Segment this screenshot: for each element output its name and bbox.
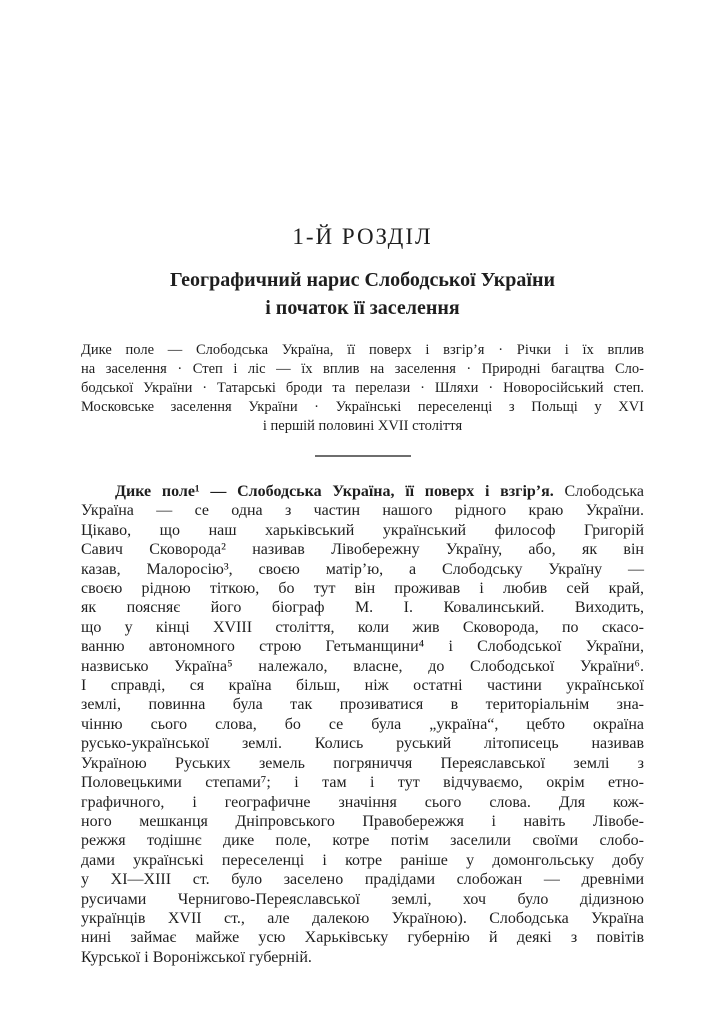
body-line: що у кінці XVIII століття, коли жив Сковорода, по скасо- <box>81 618 644 636</box>
body-line: русичами Чернигово-Переяславської землі, хоч було дідизною <box>81 890 644 908</box>
summary-line: Московське заселення України · Українські переселенці з Польщі у XVI <box>81 399 644 415</box>
summary-line: бодської України · Татарські броди та перелази · Шляхи · Новоросійський степ. <box>81 380 644 396</box>
body-line: назвисько Україна⁵ належало, власне, до Слободської України⁶. <box>81 657 644 675</box>
chapter-title-line2: і початок її заселення <box>265 297 460 319</box>
body-line: казав, Малоросію³, своєю матір’ю, а Слободську Україну — <box>81 560 644 578</box>
body-line: Савич Сковорода² називав Лівобережну Україну, або, як він <box>81 541 644 559</box>
body-line: нині займає майже усю Харьківську губернію й деякі з повітів <box>81 929 644 947</box>
chapter-title <box>81 266 644 322</box>
body-line: дами українські переселенці і котре раніше у домонгольську добу <box>81 851 644 869</box>
chapter-summary <box>81 341 644 436</box>
body-line: українців XVII ст., але далекою Україною). Слободська Україна <box>81 909 644 927</box>
body-line: землі, повинна була так прозиватися в територіальнім зна- <box>81 696 644 714</box>
body-line: чінню сього слова, бо се була „україна“, цебто окраїна <box>81 715 644 733</box>
body-line: режжя тодішнє дике поле, котре потім заселили своїми слобо- <box>81 832 644 850</box>
body-line: Україна — се одна з частин нашого рідного краю України. <box>81 502 644 520</box>
paragraph-lead-bold: Дике поле¹ — Слободська Україна, її поверх і взгір’я. <box>115 483 554 500</box>
body-line: русько-української землі. Колись руський літописець називав <box>81 735 644 753</box>
body-line: ванню автономного строю Гетьманщини⁴ і Слободської України, <box>81 638 644 656</box>
section-divider <box>315 455 411 457</box>
summary-line: Дике поле — Слободська Україна, її поверх і взгір’я · Річки і їх вплив <box>81 342 644 358</box>
body-line: Цікаво, що наш харьківський український философ Григорій <box>81 521 644 539</box>
summary-line: і першій половині XVII століття <box>262 418 463 434</box>
body-line <box>81 482 644 501</box>
body-line: у XI—XIII ст. було заселено прадідами слобожан — древніми <box>81 871 644 889</box>
body-line: Половецькими степами⁷; і там і тут відчуваємо, окрім етно- <box>81 774 644 792</box>
chapter-number-heading: 1-Й РОЗДІЛ <box>292 224 433 249</box>
summary-line: на заселення · Степ і ліс — їх вплив на заселення · Природні багацтва Сло- <box>81 361 644 377</box>
body-line: Україною Руських земель погряниччя Переяславської землі з <box>81 754 644 772</box>
text-column <box>81 0 644 967</box>
body-line: ного мешканця Дніпровського Правобережжя і навіть Лівобе- <box>81 812 644 830</box>
body-line: Курської і Вороніжської губерній. <box>81 948 312 966</box>
paragraph-lead-rest: Слободська <box>564 483 644 500</box>
body-line: І справді, ся країна більш, ніж остатні частини української <box>81 677 644 695</box>
body-line: як поясняє його біограф М. І. Ковалинський. Виходить, <box>81 599 644 617</box>
body-paragraph <box>81 482 644 967</box>
body-line: графичного, і географичне значіння сього слова. Для кож- <box>81 793 644 811</box>
body-line: своєю рідною тіткою, бо тут він проживав і любив сей край, <box>81 580 644 598</box>
chapter-title-line1: Географичний нарис Слободської України <box>169 269 556 291</box>
